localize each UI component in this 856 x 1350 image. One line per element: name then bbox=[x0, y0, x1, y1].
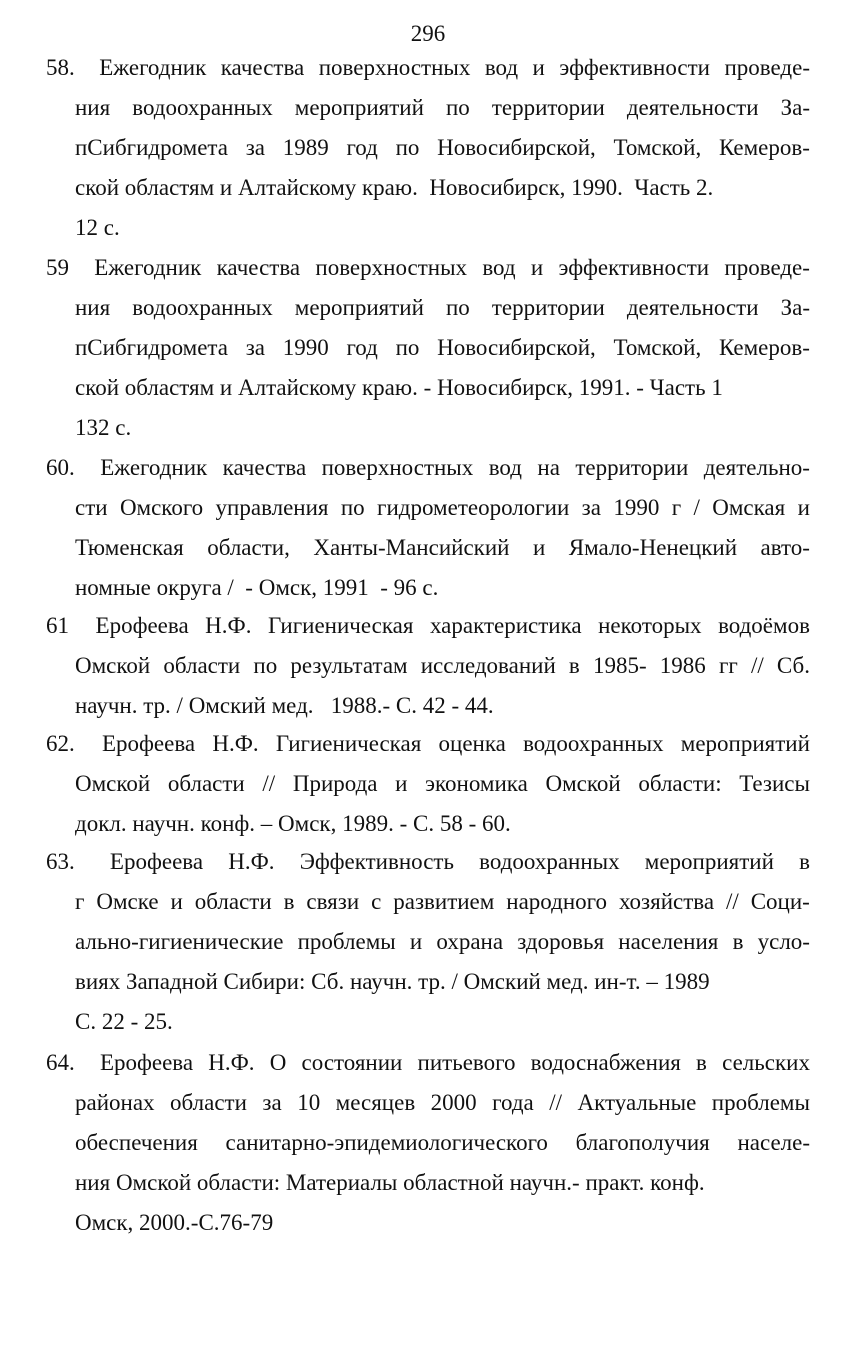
reference-line: Омской области по результатам исследований в 1985- 1986 гг // Сб. bbox=[75, 653, 810, 678]
reference-line: научн. тр. / Омский мед. 1988.- С. 42 - 44. bbox=[75, 693, 494, 718]
reference-entry bbox=[46, 613, 810, 733]
reference-number: 61 bbox=[46, 613, 69, 638]
reference-entry bbox=[46, 849, 810, 1049]
reference-line: докл. научн. конф. – Омск, 1989. - С. 58 - 60. bbox=[75, 811, 511, 836]
reference-line: ния Омской области: Материалы областной научн.- практ. конф. bbox=[75, 1170, 705, 1195]
reference-line: 63. Ерофеева Н.Ф. Эффективность водоохранных мероприятий в bbox=[46, 849, 810, 874]
reference-line: Омск, 2000.-С.76-79 bbox=[75, 1210, 274, 1235]
reference-number: 59 bbox=[46, 255, 69, 280]
reference-line: виях Западной Сибири: Сб. научн. тр. / Омский мед. ин-т. – 1989 bbox=[75, 969, 710, 994]
reference-line: ской областям и Алтайскому краю. - Новосибирск, 1991. - Часть 1 bbox=[75, 375, 723, 400]
reference-line: г Омске и области в связи с развитием народного хозяйства // Соци- bbox=[75, 889, 810, 914]
reference-line: пСибгидромета за 1990 год по Новосибирской, Томской, Кемеров- bbox=[75, 335, 810, 360]
reference-line: 64. Ерофеева Н.Ф. О состоянии питьевого водоснабжения в сельских bbox=[46, 1050, 810, 1075]
reference-number: 64. bbox=[46, 1050, 75, 1075]
reference-line: Омской области // Природа и экономика Омской области: Тезисы bbox=[75, 771, 810, 796]
reference-line: ния водоохранных мероприятий по территории деятельности За- bbox=[75, 95, 810, 120]
reference-line: пСибгидромета за 1989 год по Новосибирской, Томской, Кемеров- bbox=[75, 135, 810, 160]
page-number: 296 bbox=[410, 21, 446, 46]
reference-line: обеспечения санитарно-эпидемиологического благополучия населе- bbox=[75, 1130, 810, 1155]
reference-line: 59 Ежегодник качества поверхностных вод и эффективности проведе- bbox=[46, 255, 810, 280]
reference-line: 62. Ерофеева Н.Ф. Гигиеническая оценка водоохранных мероприятий bbox=[46, 731, 810, 756]
reference-entry bbox=[46, 255, 810, 455]
reference-line: сти Омского управления по гидрометеорологии за 1990 г / Омская и bbox=[75, 495, 810, 520]
reference-line: 132 с. bbox=[75, 415, 132, 440]
reference-line: 12 с. bbox=[75, 215, 120, 240]
reference-line: С. 22 - 25. bbox=[75, 1009, 173, 1034]
reference-line: 60. Ежегодник качества поверхностных вод на территории деятельно- bbox=[46, 455, 810, 480]
reference-number: 58. bbox=[46, 55, 75, 80]
reference-line: 58. Ежегодник качества поверхностных вод и эффективности проведе- bbox=[46, 55, 810, 80]
reference-number: 62. bbox=[46, 731, 75, 756]
reference-line: ально-гигиенические проблемы и охрана здоровья населения в усло- bbox=[75, 929, 810, 954]
reference-entry bbox=[46, 55, 810, 255]
reference-number: 63. bbox=[46, 849, 75, 874]
reference-number: 60. bbox=[46, 455, 75, 480]
reference-entry bbox=[46, 455, 810, 615]
reference-line: ской областям и Алтайскому краю. Новосибирск, 1990. Часть 2. bbox=[75, 175, 714, 200]
reference-line: 61 Ерофеева Н.Ф. Гигиеническая характеристика некоторых водоёмов bbox=[46, 613, 810, 638]
reference-entry bbox=[46, 731, 810, 851]
reference-entry bbox=[46, 1050, 810, 1250]
reference-line: Тюменская области, Ханты-Мансийский и Ямало-Ненецкий авто- bbox=[75, 535, 810, 560]
reference-line: номные округа / - Омск, 1991 - 96 с. bbox=[75, 575, 439, 600]
reference-line: районах области за 10 месяцев 2000 года // Актуальные проблемы bbox=[75, 1090, 810, 1115]
reference-line: ния водоохранных мероприятий по территории деятельности За- bbox=[75, 295, 810, 320]
